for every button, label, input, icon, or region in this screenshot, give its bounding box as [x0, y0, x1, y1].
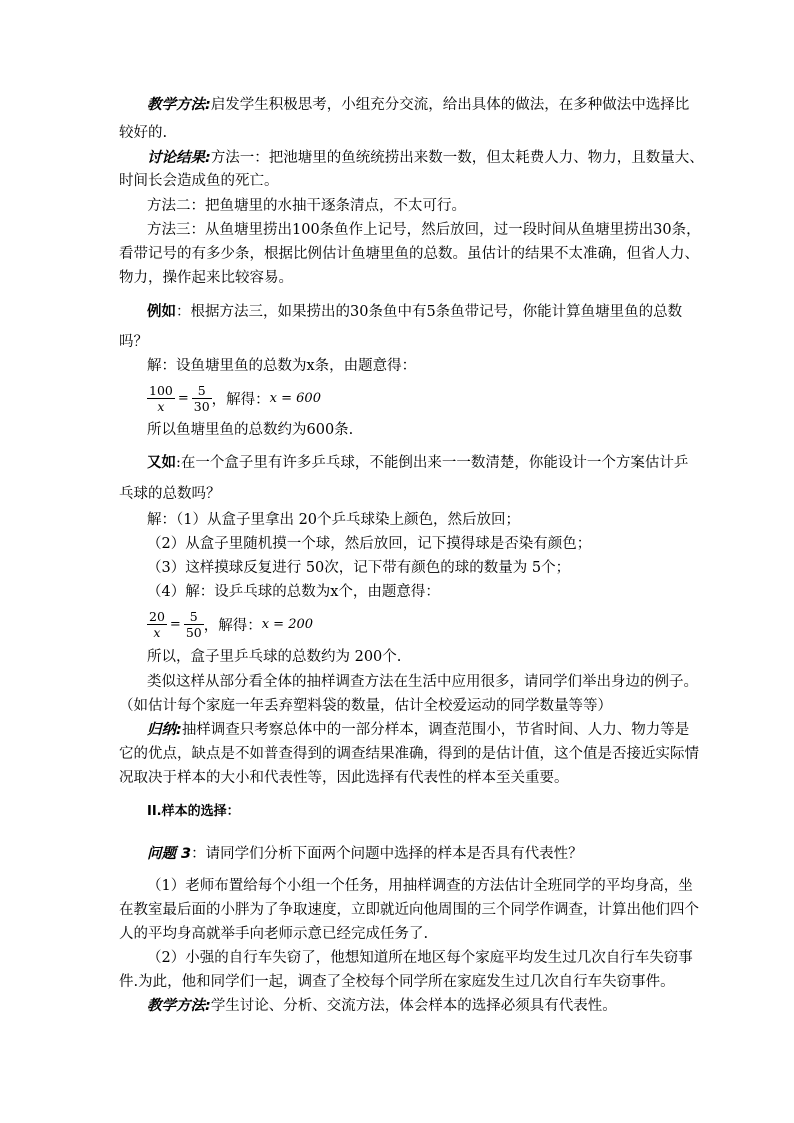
para-cont: 时间长会造成鱼的死亡。: [119, 173, 279, 189]
method-three-l3: 物力，操作起来比较容易。: [119, 270, 293, 286]
similar-para-l2: （如估计每个家庭一年丢弃塑料袋的数量，估计全校爱运动的同学数量等等）: [119, 698, 612, 714]
step-1: 解：（1）从盒子里拿出 20个乒乓球染上颜色，然后放回；: [147, 512, 521, 528]
summary-para: [147, 720, 690, 740]
lead-label: 教学方法:: [147, 998, 211, 1014]
method-two: 方法二：把鱼塘里的水抽干逐条清点，不太可行。: [147, 198, 466, 214]
para-text: ：请同学们分析下面两个问题中选择的样本是否具有代表性？: [191, 846, 583, 862]
example1-equation: $\frac{100}{x}$ = $\frac{5}{30}$ ，解得： x = 600: [149, 382, 321, 414]
q3b-l1: （2）小强的自行车失窃了，他想知道所在地区每个家庭平均发生过几次自行车失窃事: [147, 950, 693, 966]
fraction: $\frac{5}{30}$: [193, 382, 210, 414]
para-text: :在一个盒子里有许多乒乓球，不能倒出来一一数清楚，你能设计一个方案估计乒: [176, 455, 689, 471]
q3a-l1: （1）老师布置给每个小组一个任务，用抽样调查的方法估计全班同学的平均身高，坐: [147, 878, 693, 894]
para-cont: 吗？: [119, 334, 148, 350]
para-text: 抽样调查只考察总体中的一部分样本，调查范围小，节省时间、人力、物力等是: [181, 722, 690, 738]
step-3: （3）这样摸球反复进行 50次，记下带有颜色的球的数量为 5个；: [147, 560, 571, 576]
summary-l3: 况取决于样本的大小和代表性等，因此选择有代表性的样本至关重要。: [119, 770, 569, 786]
example1-question: [147, 302, 687, 322]
method-three-l2: 看带记号的有多少条，根据比例估计鱼塘里鱼的总数。虽估计的结果不太准确，但省人力、: [119, 246, 699, 262]
example2-question: [147, 453, 687, 473]
lead-label: 讨论结果:: [147, 150, 211, 166]
similar-para-l1: 类似这样从部分看全体的抽样调查方法在生活中应用很多，请同学们举出身边的例子。: [147, 674, 698, 690]
para-text: 方法一：把池塘里的鱼统统捞出来数一数，但太耗费人力、物力，且数量大、: [210, 150, 704, 166]
fraction: $\frac{100}{x}$: [149, 382, 173, 414]
step-4: （4）解：设乒乓球的总数为x个，由题意得：: [147, 584, 440, 600]
discussion-para: [147, 148, 704, 168]
example2-conclusion: 所以，盒子里乒乓球的总数约为 200个.: [147, 649, 402, 665]
text: ，解得：: [203, 617, 262, 634]
para-text: 启发学生积极思考，小组充分交流，给出具体的做法，在多种做法中选择比: [210, 97, 690, 113]
para-text: 学生讨论、分析、交流方法，体会样本的选择必须具有代表性。: [210, 998, 617, 1014]
example1-conclusion: 所以鱼塘里鱼的总数约为600条.: [147, 422, 354, 438]
para-text: ：根据方法三，如果捞出的30条鱼中有5条鱼带记号，你能计算鱼塘里鱼的总数: [176, 304, 683, 320]
fraction: $\frac{20}{x}$: [149, 608, 165, 640]
answer: x = 600: [269, 390, 321, 406]
method-three-l1: 方法三：从鱼塘里捞出100条鱼作上记号，然后放回，过一段时间从鱼塘里捞出30条，: [147, 222, 701, 238]
example2-equation: $\frac{20}{x}$ = $\frac{5}{50}$ ，解得： x = 200: [149, 608, 314, 640]
q3b-l2: 件.为此，他和同学们一起，调查了全校每个同学所在家庭发生过几次自行车失窃事件。: [119, 974, 675, 990]
summary-l2: 它的优点，缺点是不如普查得到的调查结果准确，得到的是估计值，这个值是否接近实际情: [119, 746, 699, 762]
step-2: （2）从盒子里随机摸一个球，然后放回，记下摸得球是否染有颜色；: [147, 536, 592, 552]
text: ，解得：: [211, 391, 270, 408]
fraction: $\frac{5}{50}$: [185, 608, 202, 640]
answer: x = 200: [261, 616, 314, 632]
para-cont: 较好的.: [119, 125, 168, 141]
example1-solution: 解：设鱼塘里鱼的总数为x条，由题意得：: [147, 358, 417, 374]
lead-label: 例如: [147, 304, 176, 320]
lead-label: 教学方法:: [147, 97, 211, 113]
teaching-method-para-2: [147, 996, 687, 1016]
q3a-l3: 人的平均身高就举手向老师示意已经完成任务了.: [119, 926, 429, 942]
q3a-l2: 在教室最后面的小胖为了争取速度，立即就近向他周围的三个同学作调查，计算出他们四个: [119, 902, 699, 918]
lead-label: 又如: [147, 455, 176, 471]
question3: [147, 844, 687, 864]
section-heading: II.样本的选择：: [147, 804, 240, 819]
lead-label: 归纳:: [147, 722, 182, 738]
teaching-method-para: [147, 95, 690, 115]
para-cont: 乓球的总数吗？: [119, 486, 221, 502]
lead-label: 问题 3: [147, 846, 192, 862]
